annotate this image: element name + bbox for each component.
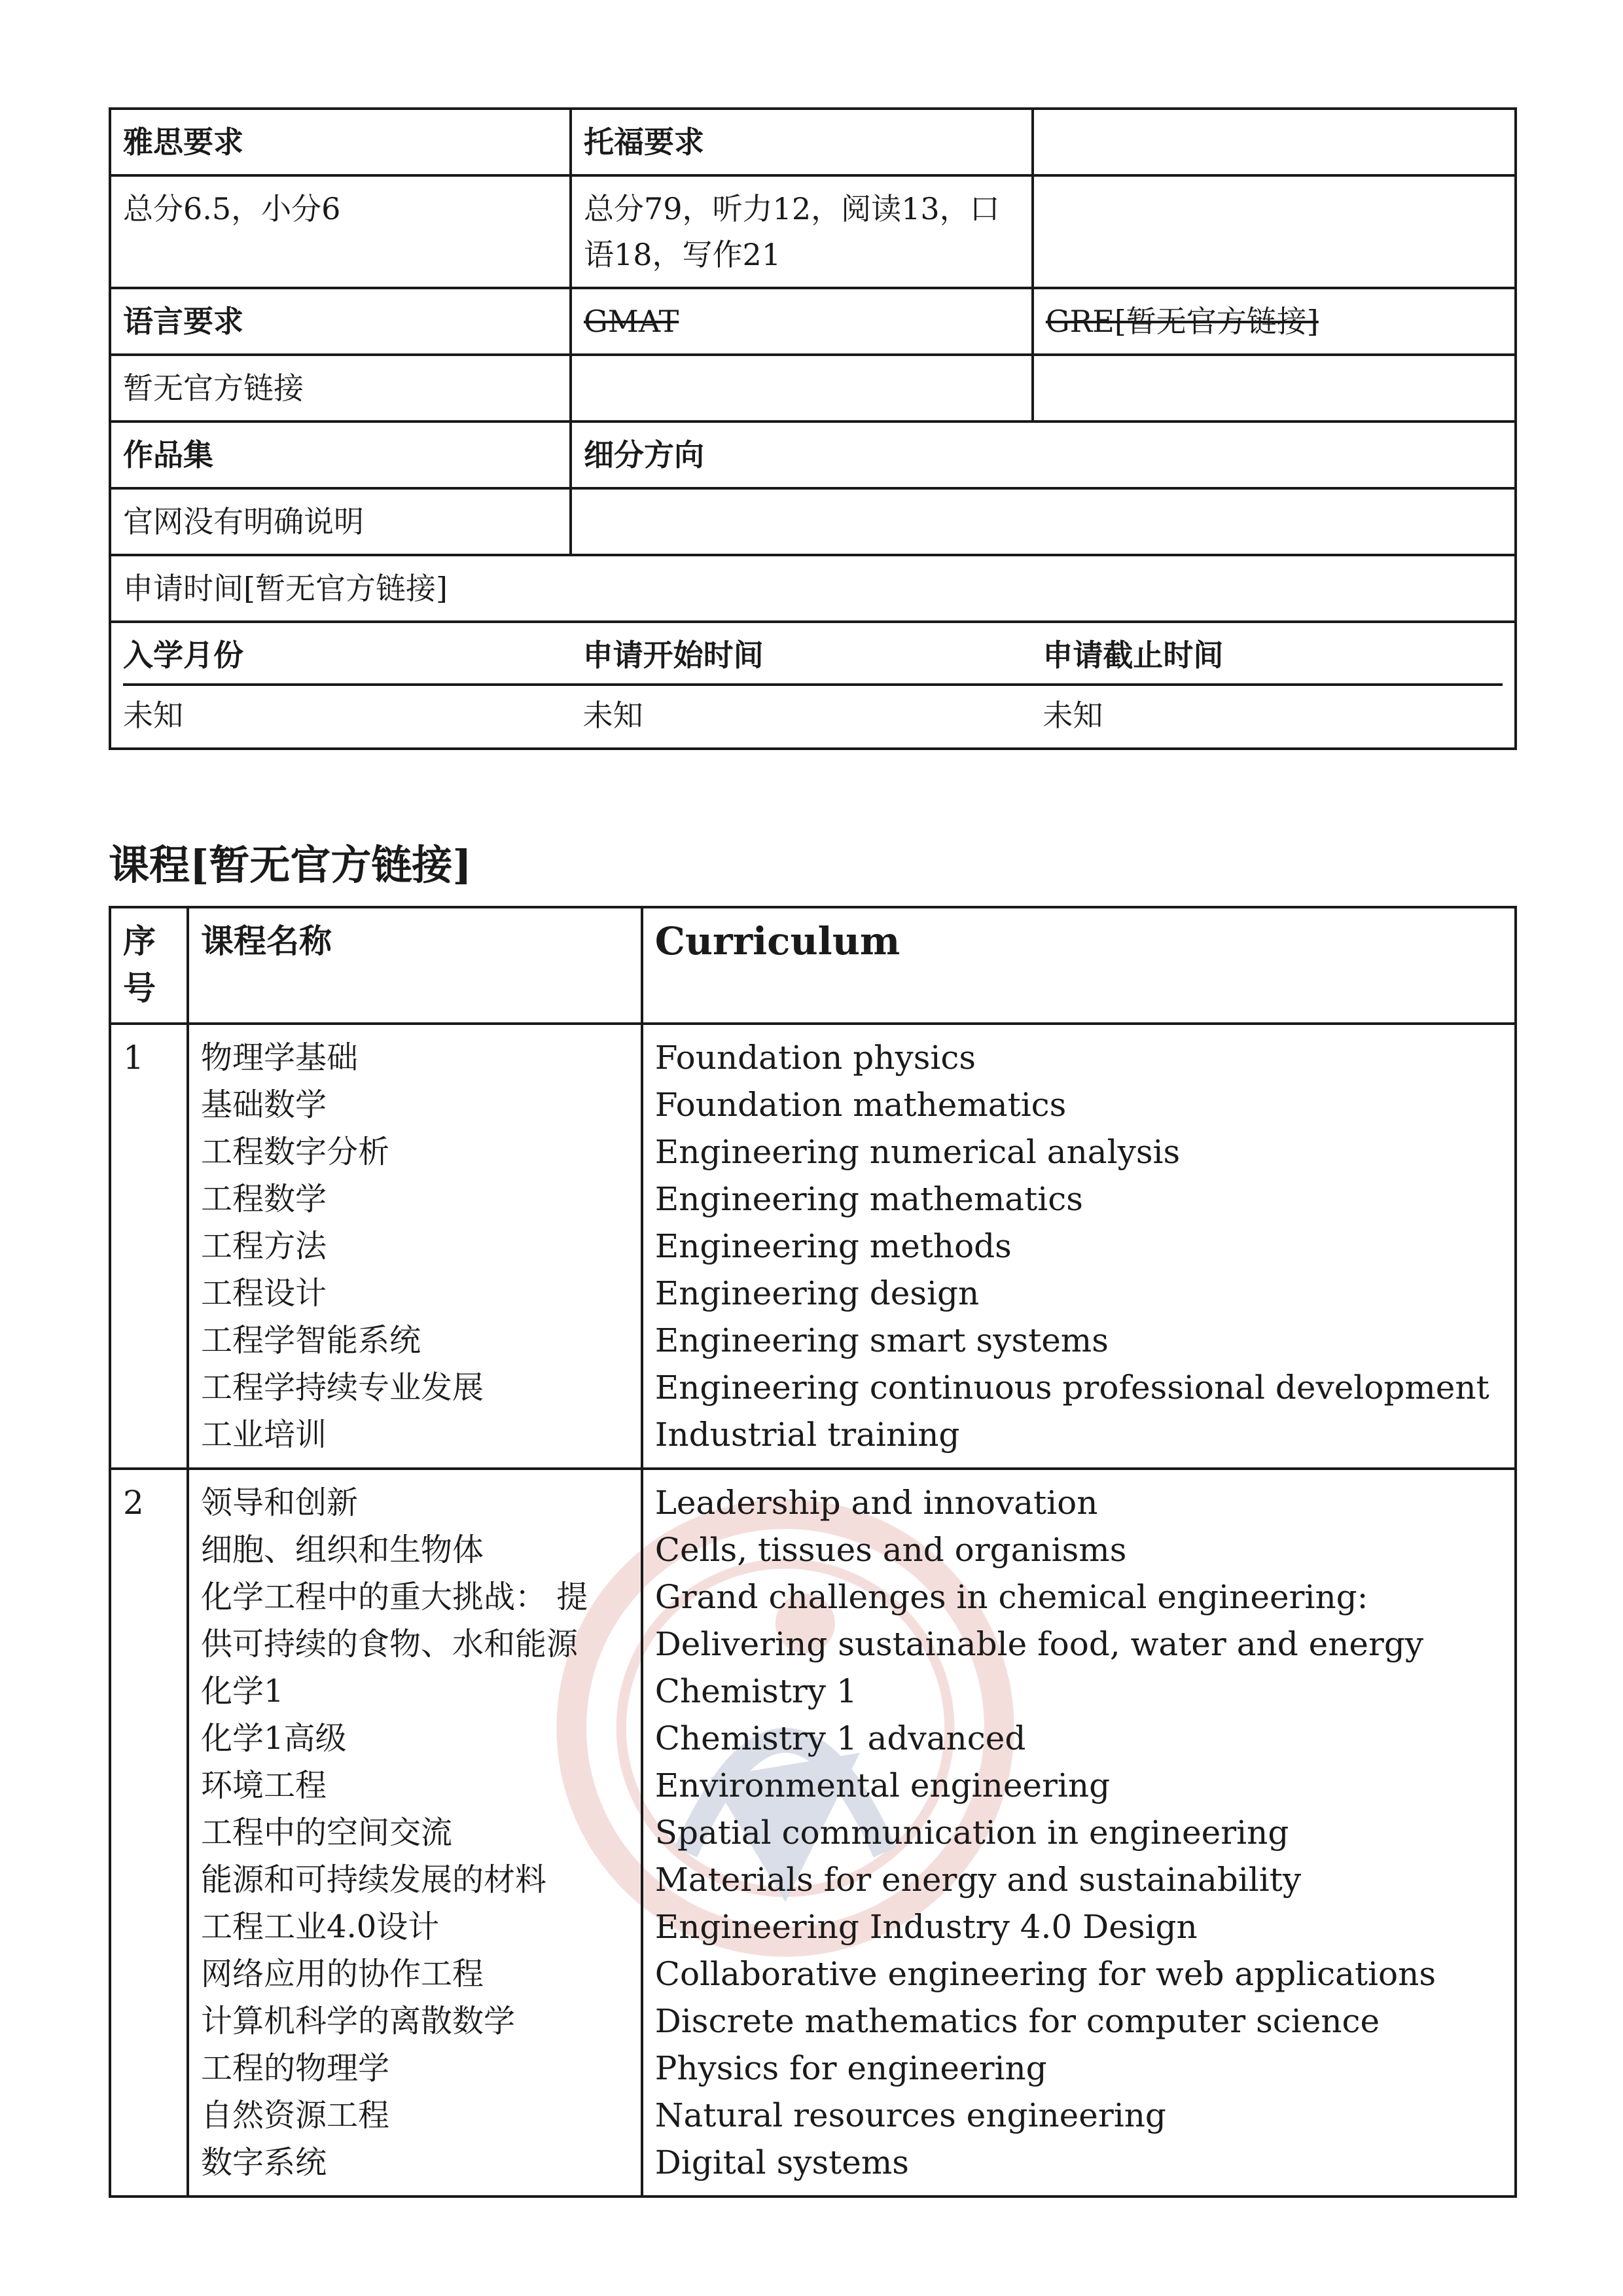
course-name-en: Chemistry 1 advanced: [654, 1719, 1026, 1757]
course-name-cn: 物理学基础: [200, 1039, 358, 1076]
course-name-cn: 工程设计: [200, 1275, 327, 1312]
ielts-label: 雅思要求: [110, 109, 571, 175]
table-header-row: [110, 907, 1516, 1024]
course-name-en: Engineering mathematics: [654, 1180, 1083, 1218]
course-name-cn: 工业培训: [200, 1416, 327, 1453]
apply-time-label: 申请时间[暂无官方链接]: [110, 555, 1516, 622]
course-name-cn: 化学工程中的重大挑战： 提: [200, 1579, 588, 1615]
course-name-cn: 工程学持续专业发展: [200, 1369, 484, 1406]
portfolio-value: 官网没有明确说明: [110, 488, 571, 555]
empty-cell: [1033, 175, 1516, 288]
course-name-cn: 基础数学: [200, 1086, 327, 1123]
course-name-cn: 网络应用的协作工程: [200, 1956, 484, 1992]
apply-start-label: 申请开始时间: [582, 637, 764, 673]
toefl-value-line: 总分79，听力12，阅读13，口: [584, 191, 1000, 226]
header-number-part: 号: [123, 969, 156, 1007]
course-section-title: 课程[暂无官方链接]: [109, 841, 472, 889]
course-name-en: Engineering methods: [654, 1227, 1012, 1265]
schedule-values: [123, 692, 1503, 738]
course-name-en: Foundation mathematics: [654, 1086, 1067, 1124]
empty-cell: [1033, 355, 1516, 422]
course-name-en: Delivering sustainable food, water and energy: [654, 1625, 1424, 1663]
row-number: 1: [110, 1024, 188, 1469]
empty-cell: [571, 355, 1033, 422]
apply-time-schedule: [110, 622, 1516, 749]
gre-label: GRE[暂无官方链接]: [1033, 288, 1516, 355]
apply-deadline-label: 申请截止时间: [1043, 637, 1224, 673]
table-row: [110, 288, 1516, 355]
course-name-en: Cells, tissues and organisms: [654, 1531, 1127, 1569]
table-row: [110, 488, 1516, 555]
table-row: [110, 555, 1516, 622]
table-row: [110, 109, 1516, 175]
course-name-en: Foundation physics: [654, 1039, 976, 1077]
course-name-en: Industrial training: [654, 1416, 960, 1454]
course-name-cn: 能源和可持续发展的材料: [200, 1861, 546, 1898]
course-name-cn: 化学1高级: [200, 1720, 347, 1757]
course-name-cn: 工程数学: [200, 1181, 327, 1217]
course-name-en: Leadership and innovation: [654, 1484, 1098, 1522]
course-name-en: Natural resources engineering: [654, 2096, 1166, 2134]
course-name-en: Engineering smart systems: [654, 1321, 1109, 1359]
course-name-cn: 工程中的空间交流: [200, 1814, 452, 1851]
row-number: 2: [110, 1469, 188, 2197]
direction-label: 细分方向: [571, 422, 1516, 488]
table-row: [110, 1469, 1516, 2197]
header-curriculum: Curriculum: [642, 907, 1516, 1024]
schedule-header: [123, 632, 1503, 686]
course-name-en: Engineering design: [654, 1274, 980, 1312]
header-number: [110, 907, 188, 1024]
gmat-label: GMAT: [571, 288, 1033, 355]
course-en-list: [642, 1024, 1516, 1469]
course-name-en: Discrete mathematics for computer science: [654, 2002, 1380, 2040]
table-row: [110, 622, 1516, 749]
language-label: 语言要求: [110, 288, 571, 355]
course-table: [109, 906, 1517, 2198]
admission-info-table: [109, 107, 1517, 750]
portfolio-label: 作品集: [110, 422, 571, 488]
course-name-cn: 工程学智能系统: [200, 1322, 421, 1359]
course-name-cn: 领导和创新: [200, 1484, 358, 1521]
table-row: [110, 175, 1516, 288]
course-name-en: Collaborative engineering for web applications: [654, 1955, 1436, 1993]
course-name-cn: 环境工程: [200, 1767, 327, 1804]
toefl-value-line: 语18，写作21: [584, 237, 781, 272]
header-number-part: 序: [123, 922, 156, 960]
course-name-en: Chemistry 1: [654, 1672, 857, 1710]
apply-start-value: 未知: [582, 698, 643, 733]
course-name-cn: 工程方法: [200, 1228, 327, 1265]
course-name-cn: 数字系统: [200, 2144, 327, 2181]
course-en-list: [642, 1469, 1516, 2197]
course-name-cn: 自然资源工程: [200, 2097, 389, 2134]
course-name-en: Physics for engineering: [654, 2049, 1047, 2087]
course-name-cn: 工程的物理学: [200, 2050, 389, 2087]
toefl-label: 托福要求: [571, 109, 1033, 175]
toefl-value: [571, 175, 1033, 288]
course-cn-list: [188, 1469, 642, 2197]
table-row: [110, 422, 1516, 488]
course-name-en: Environmental engineering: [654, 1767, 1111, 1804]
course-name-en: Spatial communication in engineering: [654, 1814, 1289, 1852]
course-name-en: Engineering Industry 4.0 Design: [654, 1908, 1198, 1946]
table-row: [110, 355, 1516, 422]
course-name-cn: 化学1: [200, 1673, 284, 1710]
intake-month-value: 未知: [123, 698, 183, 733]
course-name-cn: 计算机科学的离散数学: [200, 2003, 515, 2039]
apply-deadline-value: 未知: [1043, 698, 1103, 733]
course-name-en: Materials for energy and sustainability: [654, 1861, 1302, 1899]
language-value: 暂无官方链接: [110, 355, 571, 422]
course-name-en: Engineering numerical analysis: [654, 1133, 1181, 1171]
table-row: [110, 1024, 1516, 1469]
intake-month-label: 入学月份: [123, 637, 243, 673]
course-cn-list: [188, 1024, 642, 1469]
course-name-cn: 供可持续的食物、水和能源: [200, 1626, 578, 1662]
course-name-cn: 细胞、组织和生物体: [200, 1532, 484, 1568]
direction-value: [571, 488, 1516, 555]
course-name-cn: 工程工业4.0设计: [200, 1909, 440, 1945]
course-name-en: Grand challenges in chemical engineering:: [654, 1578, 1368, 1616]
course-name-en: Engineering continuous professional development: [654, 1369, 1489, 1407]
header-course-name: 课程名称: [188, 907, 642, 1024]
course-name-en: Digital systems: [654, 2144, 909, 2181]
course-name-cn: 工程数字分析: [200, 1134, 389, 1170]
empty-cell: [1033, 109, 1516, 175]
ielts-value: 总分6.5，小分6: [110, 175, 571, 288]
